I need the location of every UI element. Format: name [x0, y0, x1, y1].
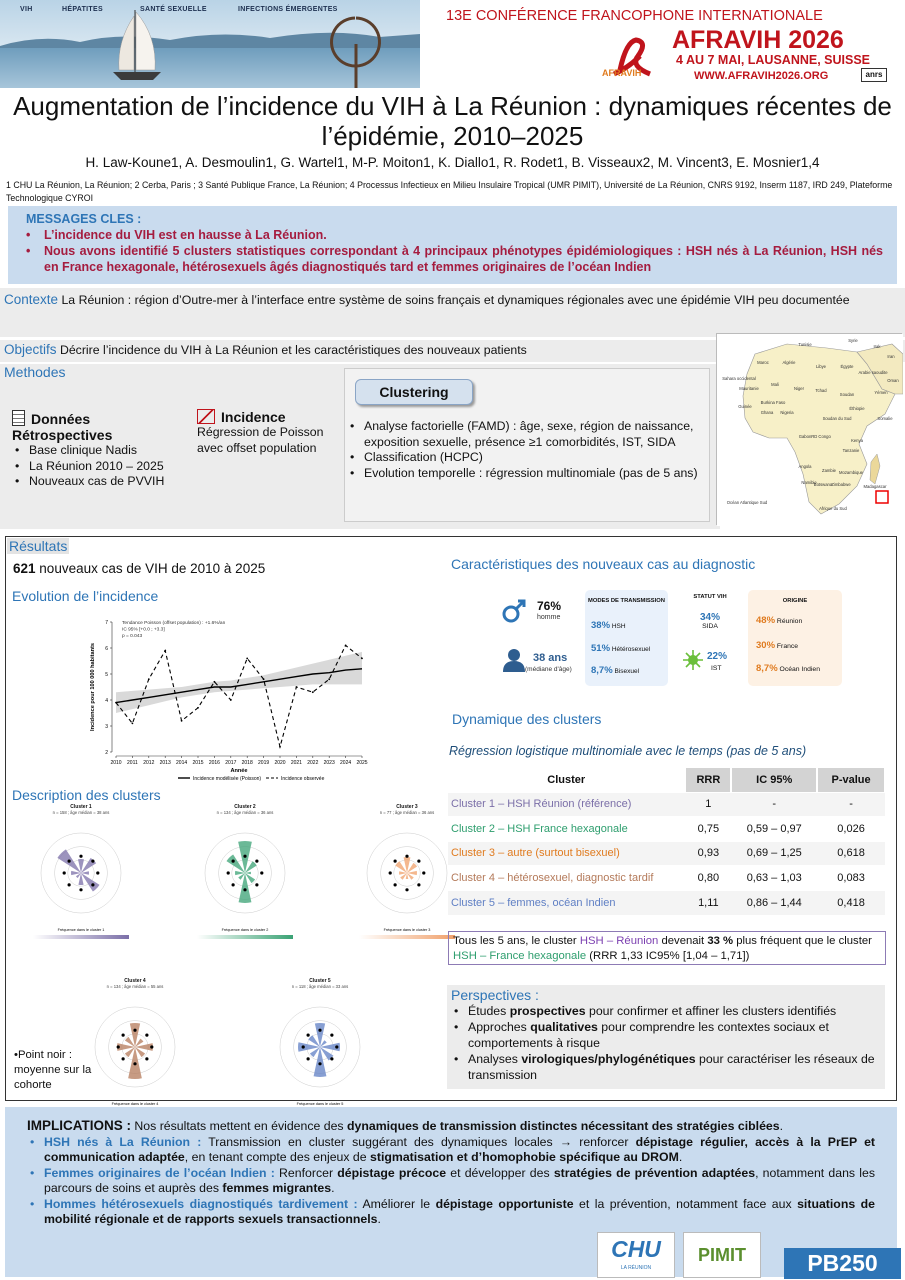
map-label: Somalie — [877, 416, 893, 421]
summary-cluster-france: HSH – France hexagonale — [453, 950, 587, 962]
cluster-radar-1 — [6, 804, 156, 952]
cell-ic: 0,69 – 1,25 — [731, 841, 817, 866]
table-row — [448, 817, 885, 842]
observed-point — [345, 645, 347, 647]
cohort-mean-point — [91, 860, 94, 863]
cell-cluster: Cluster 3 – autre (surtout bisexuel) — [448, 841, 685, 866]
nav-vih: VIH — [20, 6, 33, 13]
chu-logo-text: CHU — [611, 1236, 661, 1262]
age-value: 38 ans — [533, 652, 568, 664]
cohort-mean-point — [133, 1029, 136, 1032]
mode-label: Bisexuel — [614, 668, 640, 675]
x-tick-label: 2025 — [356, 760, 368, 766]
nav-infections: INFECTIONS ÉMERGENTES — [238, 6, 338, 13]
statut-panel — [675, 594, 745, 630]
cell-rrr: 1,11 — [685, 890, 731, 915]
cohort-mean-point — [63, 871, 66, 874]
map-label: Maroc — [757, 360, 769, 365]
nav-sante-sexuelle: SANTÉ SEXUELLE — [140, 6, 207, 13]
cohort-mean-point — [307, 1057, 310, 1060]
africa-map-svg — [717, 334, 903, 526]
clustering-item: • Evolution temporelle : régression multinomiale (pas de 5 ans) — [347, 466, 705, 482]
implications-section: IMPLICATIONS : Nos résultats mettent en évidence des dynamiques de transmission distinctes nécessitant des stratégies ciblées. • HSH nés à La Réunion : Transmission en cluster suggérant des dynamiques locales → renforcer dépistage régulier, accès à la PrEP et communication adaptée, en tenant compte des enjeux de stigmatisation et d’homophobie spécifique au DROM. • Femmes originaires de l’océan Indien : Renforcer dépistage précoce et développer des stratégies de prévention adaptées, notamment dans les parcours de soins et auprès des femmes migrantes. • Hommes hétérosexuels diagnostiqués tardivement : Améliorer le dépistage opportuniste et la prévention, notamment face aux situations de mobilité régionale et de rapports sexuels transactionnels. — [5, 1107, 897, 1277]
perspectives-heading: Perspectives : — [451, 987, 539, 1003]
perspective-item: • Analyses virologiques/phylogénétiques pour caractériser les réseaux de transmission — [451, 1051, 881, 1083]
male-icon — [501, 598, 527, 624]
document-icon — [12, 410, 25, 426]
map-label: Tunisie — [798, 342, 812, 347]
origine-label: Océan Indien — [779, 666, 820, 673]
cell-p: - — [817, 792, 885, 817]
age-label: (médiane d'âge) — [525, 666, 572, 673]
observed-point — [132, 723, 134, 725]
x-tick-label: 2024 — [340, 760, 352, 766]
observed-point — [115, 702, 117, 704]
x-tick-label: 2022 — [307, 760, 319, 766]
cell-rrr: 1 — [685, 792, 731, 817]
cohort-mean-point — [255, 860, 258, 863]
cohort-mean-point — [394, 883, 397, 886]
cohort-mean-point — [417, 883, 420, 886]
nav-hepatites: HÉPATITES — [62, 6, 103, 13]
map-label: Océan Atlantique Sud — [726, 500, 768, 505]
donnees-block — [12, 410, 192, 490]
perspective-item: • Approches qualitatives pour comprendre les contextes sociaux et comportements à risque — [451, 1019, 881, 1051]
radar-plot — [6, 815, 156, 947]
origine-label: Réunion — [776, 618, 803, 625]
cell-rrr: 0,80 — [685, 866, 731, 891]
col-header: Cluster — [448, 768, 685, 792]
context-section — [0, 288, 905, 337]
summary-box — [448, 931, 886, 965]
sida-label: SIDA — [702, 623, 718, 630]
observed-point — [312, 691, 314, 693]
table-header-row — [448, 768, 885, 792]
point-note: •Point noir : moyenne sur la cohorte — [14, 1049, 92, 1091]
implications-intro: Nos résultats mettent en évidence des — [131, 1119, 347, 1133]
map-label: Angola — [798, 464, 812, 469]
y-tick-label: 5 — [105, 672, 108, 678]
summary-text: plus fréquent que le cluster — [733, 935, 872, 947]
observed-point — [181, 720, 183, 722]
statut-title: STATUT VIH — [693, 594, 727, 600]
radar-color-scale — [197, 935, 293, 939]
implication-item: • Femmes originaires de l’océan Indien : Renforcer dépistage précoce et développer des stratégies de prévention adaptées, notamment dans les parcours de soins et auprès des femmes migrantes. — [27, 1166, 875, 1197]
x-tick-label: 2019 — [258, 760, 270, 766]
case-count-text: nouveaux cas de VIH de 2010 à 2025 — [39, 561, 266, 576]
origine-pct: 8,7% — [756, 663, 778, 674]
cell-cluster: Cluster 5 – femmes, océan Indien — [448, 890, 685, 915]
cohort-mean-point — [243, 888, 246, 891]
legend-label: Incidence modélisée (Poisson) — [193, 776, 262, 782]
map-label: Botswana — [813, 482, 833, 487]
cell-ic: 0,63 – 1,03 — [731, 866, 817, 891]
context-label: Contexte — [4, 292, 59, 307]
cohort-mean-point — [260, 871, 263, 874]
cohort-mean-point — [302, 1045, 305, 1048]
afravih-ribbon-logo — [600, 34, 664, 78]
cohort-mean-point — [335, 1045, 338, 1048]
origine-row — [756, 615, 802, 626]
map-label: Mozambique — [839, 470, 863, 475]
radar-color-scale — [33, 935, 129, 939]
cohort-mean-point — [145, 1057, 148, 1060]
radar-color-scale — [359, 935, 455, 939]
radar-legend-label: Fréquence dans le cluster 3 — [383, 928, 431, 932]
observed-point — [263, 678, 265, 680]
x-tick-label: 2017 — [225, 760, 237, 766]
mode-row — [591, 643, 650, 654]
map-label: Algérie — [782, 360, 796, 365]
case-count-number: 621 — [13, 561, 36, 576]
cohort-mean-point — [255, 883, 258, 886]
chart-annotation: Tendance Poisson (offset population) : +1.6%/an — [122, 621, 226, 626]
incidence-text: Régression de Poisson avec offset population — [197, 425, 324, 455]
perspective-item: • Études prospectives pour confirmer et affiner les clusters identifiés — [451, 1003, 881, 1019]
observed-point — [197, 707, 199, 709]
regression-heading: Régression logistique multinomiale avec le temps (pas de 5 ans) — [449, 744, 807, 758]
y-tick-label: 4 — [105, 698, 108, 704]
observed-point — [230, 699, 232, 701]
map-label: Tanzanie — [842, 448, 860, 453]
incidence-title: Incidence — [221, 409, 286, 425]
cohort-mean-point — [330, 1034, 333, 1037]
cell-cluster: Cluster 4 – hétérosexuel, diagnostic tardif — [448, 866, 685, 891]
map-label: Soudan du Sud — [822, 416, 852, 421]
y-axis-label: Incidence pour 100 000 habitants — [90, 643, 96, 731]
col-header: P-value — [817, 768, 885, 792]
origine-row — [756, 640, 798, 651]
origine-title: ORIGINE — [782, 598, 808, 604]
chu-logo — [597, 1232, 675, 1278]
radar-title: Cluster 1 — [70, 804, 92, 810]
map-label: Zimbabwe — [831, 482, 851, 487]
radar-subtitle: n = 158 ; âge médian = 38 ans — [52, 810, 110, 815]
cohort-mean-point — [405, 855, 408, 858]
cell-p: 0,618 — [817, 841, 885, 866]
virus-icon — [683, 650, 703, 670]
cohort-mean-point — [91, 883, 94, 886]
cohort-mean-point — [330, 1057, 333, 1060]
col-header: IC 95% — [731, 768, 817, 792]
conference-dates: 4 AU 7 MAI, LAUSANNE, SUISSE — [676, 53, 871, 67]
cohort-mean-point — [79, 888, 82, 891]
observed-point — [296, 686, 298, 688]
perspectives-section — [447, 985, 885, 1089]
radar-legend-label: Fréquence dans le cluster 1 — [57, 928, 105, 932]
x-tick-label: 2013 — [159, 760, 171, 766]
y-tick-label: 6 — [105, 646, 108, 652]
map-label: Mauritanie — [739, 386, 759, 391]
evolution-heading: Evolution de l’incidence — [12, 588, 159, 604]
cell-rrr: 0,75 — [685, 817, 731, 842]
y-tick-label: 7 — [105, 620, 108, 626]
cluster-radar-5 — [245, 978, 395, 1126]
trend-chart-icon — [197, 409, 215, 424]
x-tick-label: 2010 — [110, 760, 122, 766]
modes-title: MODES DE TRANSMISSION — [588, 598, 665, 604]
clustering-item: • Analyse factorielle (FAMD) : âge, sexe, région de naissance, exposition sexuelle, présence ≥1 comorbidités, IST, SIDA — [347, 419, 705, 450]
chu-logo-sub: LA RÉUNION — [620, 1265, 652, 1271]
cohort-mean-point — [307, 1034, 310, 1037]
radar-legend-label: Fréquence dans le cluster 5 — [296, 1102, 344, 1106]
radar-plot — [170, 815, 320, 947]
summary-text: (RRR 1,33 IC95% [1,04 – 1,71]) — [586, 950, 750, 962]
mode-label: Hétérosexuel — [611, 646, 651, 653]
context-text: La Réunion : région d’Outre-mer à l’interface entre système de soins français et dynamiques régionales avec une épidémie VIH peu documentée — [61, 293, 850, 307]
key-message-item: • Nous avons identifié 5 clusters statistiques correspondant à 4 principaux phénotypes épidémiologiques : HSH nés à La Réunion, HSH nés en France hexagonale, hétérosexuels âgés diagnostiqués tard et femmes originaires de l’océan Indien — [26, 243, 883, 275]
map-label: Oman — [887, 378, 899, 383]
summary-pct: 33 % — [707, 935, 734, 947]
map-label: Burkina Faso — [760, 400, 786, 405]
mode-label: HSH — [611, 623, 626, 630]
x-tick-label: 2014 — [176, 760, 188, 766]
origine-pct: 30% — [756, 640, 776, 651]
sailboat-illustration — [95, 6, 185, 88]
implications-intro-bold: dynamiques de transmission distinctes nécessitant des stratégies ciblées — [347, 1119, 780, 1133]
clustering-item: • Classification (HCPC) — [347, 450, 705, 466]
cell-p: 0,418 — [817, 890, 885, 915]
caract-infographic — [497, 590, 845, 686]
incidence-block — [197, 409, 337, 456]
map-label: Éthiopie — [849, 406, 865, 411]
map-label: Sahara occidental — [722, 376, 756, 381]
cohort-mean-point — [232, 883, 235, 886]
mode-row — [591, 620, 626, 631]
conference-banner — [0, 0, 905, 88]
conference-url: WWW.AFRAVIH2026.ORG — [694, 70, 829, 82]
cell-p: 0,083 — [817, 866, 885, 891]
x-tick-label: 2023 — [323, 760, 335, 766]
observed-point — [164, 650, 166, 652]
ist-pct: 22% — [707, 651, 728, 662]
observed-point — [214, 681, 216, 683]
radar-title: Cluster 5 — [309, 978, 331, 984]
cell-cluster: Cluster 1 – HSH Réunion (référence) — [448, 792, 685, 817]
origine-label: France — [776, 643, 799, 650]
origine-panel — [748, 590, 842, 686]
cohort-mean-point — [68, 883, 71, 886]
observed-point — [148, 678, 150, 680]
map-label: Niger — [793, 386, 805, 391]
map-label: Gabon — [798, 434, 812, 439]
x-tick-label: 2015 — [192, 760, 204, 766]
sculpture-illustration — [326, 14, 386, 88]
cohort-mean-point — [389, 871, 392, 874]
map-label: Ghana — [760, 410, 774, 415]
afravih-logo-text: AFRAVIH — [602, 68, 642, 78]
donnees-title: Données — [31, 411, 91, 427]
map-label: Afrique du Sud — [819, 506, 847, 511]
results-heading: Résultats — [9, 538, 68, 554]
key-messages — [8, 206, 897, 284]
sida-pct: 34% — [699, 612, 720, 623]
key-message-item: • L’incidence du VIH est en hausse à La Réunion. — [26, 227, 883, 243]
map-label: Libye — [815, 364, 827, 369]
donnees-item: • La Réunion 2010 – 2025 — [12, 459, 192, 475]
cohort-mean-point — [122, 1034, 125, 1037]
cohort-mean-point — [150, 1045, 153, 1048]
donnees-item: • Base clinique Nadis — [12, 443, 192, 459]
incidence-line-chart — [86, 610, 370, 786]
radar-title: Cluster 2 — [234, 804, 256, 810]
cohort-mean-point — [227, 871, 230, 874]
mode-pct: 8,7% — [591, 665, 613, 676]
map-label: RD Congo — [811, 434, 831, 439]
africa-map — [716, 333, 902, 525]
radar-subtitle: n = 118 ; âge médian = 33 ans — [291, 984, 349, 989]
pimit-logo — [683, 1232, 761, 1278]
map-label: Irak — [873, 344, 881, 349]
person-icon — [502, 648, 526, 672]
x-tick-label: 2021 — [290, 760, 302, 766]
radar-legend-label: Fréquence dans le cluster 2 — [221, 928, 269, 932]
summary-cluster-reunion: HSH – Réunion — [579, 935, 659, 947]
conference-name: 13E CONFÉRENCE FRANCOPHONE INTERNATIONALE — [446, 8, 823, 24]
implications-label: IMPLICATIONS : — [27, 1118, 131, 1133]
origine-pct: 48% — [756, 615, 776, 626]
table-row — [448, 841, 885, 866]
cluster-radar-2 — [170, 804, 320, 952]
cohort-mean-point — [68, 860, 71, 863]
cohort-mean-point — [79, 855, 82, 858]
y-tick-label: 2 — [105, 750, 108, 756]
map-label: Arabie saoudite — [858, 370, 888, 375]
radar-subtitle: n = 134 ; âge médian = 36 ans — [216, 810, 274, 815]
col-header: RRR — [685, 768, 731, 792]
observed-point — [279, 746, 281, 748]
cohort-mean-point — [96, 871, 99, 874]
radar-subtitle: n = 77 ; âge médian = 36 ans — [379, 810, 435, 815]
cohort-mean-point — [122, 1057, 125, 1060]
x-tick-label: 2011 — [127, 760, 138, 766]
table-row — [448, 792, 885, 817]
cell-rrr: 0,93 — [685, 841, 731, 866]
cohort-mean-point — [394, 860, 397, 863]
cohort-mean-point — [243, 855, 246, 858]
cohort-mean-point — [133, 1062, 136, 1065]
cohort-mean-point — [145, 1034, 148, 1037]
x-tick-label: 2016 — [208, 760, 220, 766]
radar-subtitle: n = 134 ; âge médian = 55 ans — [106, 984, 164, 989]
cohort-mean-point — [117, 1045, 120, 1048]
poster-title: Augmentation de l’incidence du VIH à La Réunion : dynamiques récentes de l’épidémie, 2010–2025 — [13, 91, 892, 151]
objectives-text: Décrire l’incidence du VIH à La Réunion et les caractéristiques des nouveaux patients — [59, 343, 527, 357]
case-count — [13, 561, 265, 576]
cell-cluster: Cluster 2 – HSH France hexagonale — [448, 817, 685, 842]
donnees-subtitle: Rétrospectives — [12, 427, 113, 443]
map-label: Guinée — [738, 404, 752, 409]
map-label: Kenya — [851, 438, 863, 443]
y-tick-label: 3 — [105, 724, 108, 730]
map-label: Soudan — [839, 392, 855, 397]
cohort-mean-point — [405, 888, 408, 891]
observed-point — [361, 658, 363, 660]
radar-plot — [245, 989, 395, 1121]
x-tick-label: 2018 — [241, 760, 253, 766]
cohort-mean-point — [417, 860, 420, 863]
observed-point — [328, 678, 330, 680]
implication-item: • Hommes hétérosexuels diagnostiqués tardivement : Améliorer le dépistage opportuniste et la prévention, notamment face aux situations de mobilité régionale et de rapports sexuels transactionnels. — [27, 1197, 875, 1228]
modes-panel — [585, 590, 668, 686]
cell-ic: 0,86 – 1,44 — [731, 890, 817, 915]
anrs-logo: anrs — [861, 68, 887, 82]
cell-ic: 0,59 – 0,97 — [731, 817, 817, 842]
table-row — [448, 890, 885, 915]
map-label: Zambie — [822, 468, 836, 473]
radar-title: Cluster 4 — [124, 978, 146, 984]
chart-annotation: IC 95% [+0.0 ; +3.3] — [122, 627, 165, 633]
mode-row — [591, 665, 639, 676]
map-label: Nigeria — [780, 410, 794, 415]
mode-pct: 38% — [591, 620, 611, 631]
map-label: Iran — [887, 354, 895, 359]
radar-title: Cluster 3 — [396, 804, 418, 810]
implication-item: • HSH nés à La Réunion : Transmission en cluster suggérant des dynamiques locales → renforcer dépistage régulier, accès à la PrEP et communication adaptée, en tenant compte des enjeux de stigmatisation et d’homophobie spécifique au DROM. — [27, 1135, 875, 1166]
summary-text: devenait — [658, 935, 708, 947]
cluster-table — [448, 768, 886, 915]
radar-legend-label: Fréquence dans le cluster 4 — [111, 1102, 159, 1106]
summary-text: Tous les 5 ans, le cluster — [453, 935, 580, 947]
homme-pct: 76% — [537, 599, 562, 613]
map-label: Yémen — [874, 390, 888, 395]
description-heading: Description des clusters — [12, 787, 161, 803]
clustering-label: Clustering — [355, 379, 473, 405]
caract-heading: Caractéristiques des nouveaux cas au diagnostic — [451, 556, 756, 572]
origine-row — [756, 663, 820, 674]
conference-title: AFRAVIH 2026 — [672, 26, 844, 54]
map-label: Tchad — [815, 388, 827, 393]
affiliations: 1 CHU La Réunion, La Réunion; 2 Cerba, Paris ; 3 Santé Publique France, La Réunion; 4 Processus Infectieux en Milieu Insulaire Tropical (UMR PIMIT), Université de La Réunion, CNRS 9192, Inserm 1187, IRD 249, Plateforme Technologique CYROI — [6, 180, 893, 203]
poster-id-badge: PB250 — [784, 1248, 901, 1279]
pimit-logo-text: PIMIT — [698, 1245, 746, 1265]
cohort-mean-point — [318, 1062, 321, 1065]
cohort-mean-point — [422, 871, 425, 874]
x-tick-label: 2020 — [274, 760, 286, 766]
homme-label: homme — [537, 614, 561, 621]
ist-label: IST — [711, 665, 722, 672]
dynamique-heading: Dynamique des clusters — [452, 711, 602, 727]
key-messages-heading: MESSAGES CLES : — [26, 212, 142, 226]
objectives-label: Objectifs — [4, 342, 57, 357]
radar-wedge — [81, 873, 100, 892]
cell-p: 0,026 — [817, 817, 885, 842]
cohort-mean-point — [318, 1029, 321, 1032]
map-label: Syrie — [848, 338, 858, 343]
map-label: Égypte — [840, 364, 854, 369]
legend-label: Incidence observée — [281, 776, 325, 782]
chart-annotation: p = 0.043 — [122, 634, 143, 639]
authors: H. Law-Koune1, A. Desmoulin1, G. Wartel1, M-P. Moiton1, K. Diallo1, R. Rodet1, B. Visseaux2, M. Vincent3, E. Mosnier1,4 — [85, 155, 820, 170]
x-tick-label: 2012 — [143, 760, 155, 766]
cell-ic: - — [731, 792, 817, 817]
map-label: Mali — [771, 382, 779, 387]
map-label: Namibie — [801, 480, 817, 485]
x-axis-label: Année — [230, 768, 248, 774]
table-row — [448, 866, 885, 891]
cohort-mean-point — [232, 860, 235, 863]
mode-pct: 51% — [591, 643, 611, 654]
map-label: Madagascar — [863, 484, 887, 489]
observed-point — [246, 658, 248, 660]
donnees-item: • Nouveaux cas de PVVIH — [12, 474, 192, 490]
methods-heading: Methodes — [4, 364, 66, 380]
